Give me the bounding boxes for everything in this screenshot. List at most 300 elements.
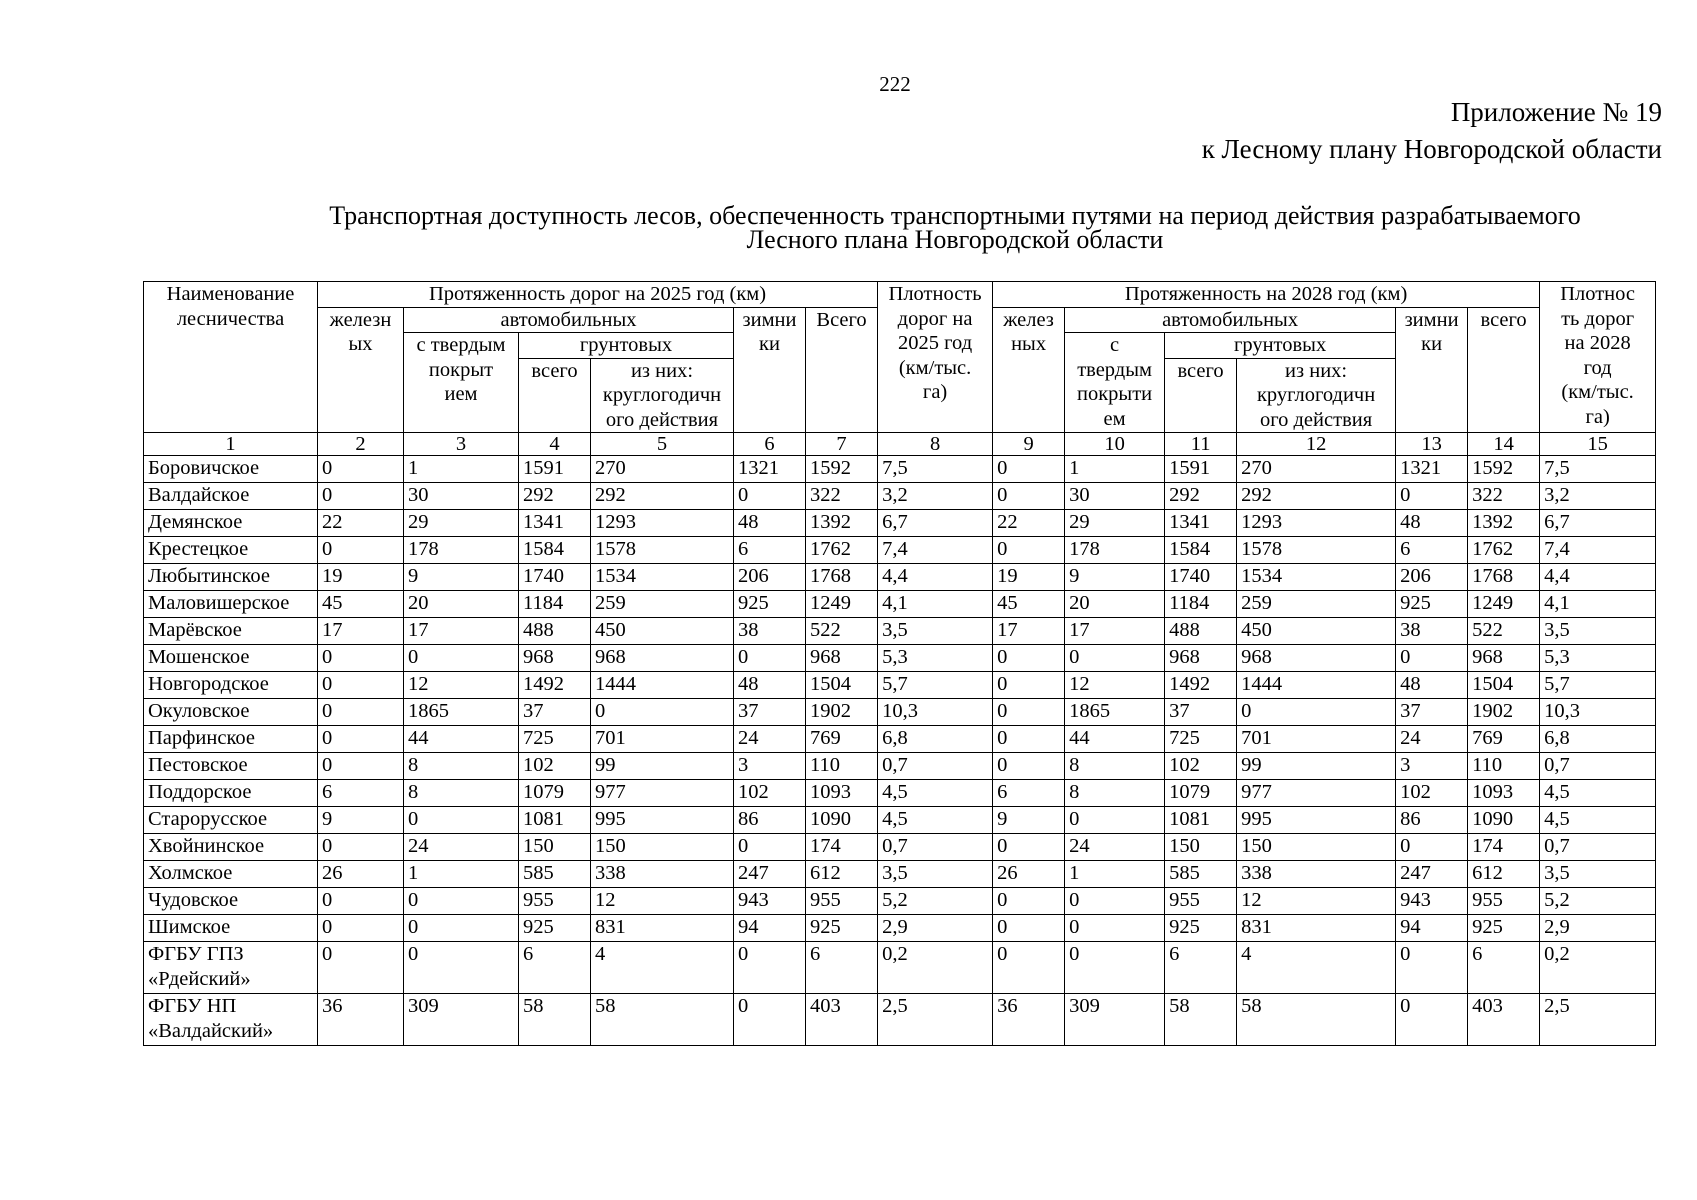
table-cell: 178	[404, 537, 519, 564]
table-cell: 968	[1237, 645, 1396, 672]
table-cell: 10,3	[1540, 699, 1656, 726]
table-cell: 26	[318, 861, 404, 888]
forestry-name-cell: Мошенское	[144, 645, 318, 672]
table-cell: 5,7	[878, 672, 993, 699]
table-row	[144, 994, 1656, 1046]
table-cell: 1093	[806, 780, 878, 807]
table-cell: 58	[591, 994, 734, 1046]
header-line: ки	[1421, 333, 1443, 355]
table-cell: 450	[1237, 618, 1396, 645]
table-cell: 4,4	[878, 564, 993, 591]
table-cell: 37	[734, 699, 806, 726]
forestry-name-cell: Окуловское	[144, 699, 318, 726]
forestry-name-cell: Боровичское	[144, 456, 318, 483]
table-cell: 102	[734, 780, 806, 807]
table-cell: 0	[318, 888, 404, 915]
header-line: ем	[1103, 407, 1126, 430]
header-line: (км/тыс.	[1561, 381, 1634, 403]
table-cell: 58	[519, 994, 591, 1046]
table-cell: 338	[1237, 861, 1396, 888]
table-cell: 8	[404, 753, 519, 780]
table-cell: 925	[519, 915, 591, 942]
header-line: покрыти	[1077, 383, 1153, 405]
table-row	[144, 456, 1656, 483]
table-cell: 925	[1165, 915, 1237, 942]
forestry-name-cell: Марёвское	[144, 618, 318, 645]
header-line: ных	[1011, 333, 1047, 355]
table-row	[144, 780, 1656, 807]
table-cell: 94	[734, 915, 806, 942]
table-cell: 12	[1065, 672, 1165, 699]
table-cell: 612	[1468, 861, 1540, 888]
table-cell: 585	[1165, 861, 1237, 888]
table-cell: 24	[1065, 834, 1165, 861]
table-cell: 102	[1165, 753, 1237, 780]
table-row	[144, 591, 1656, 618]
table-cell: 1504	[1468, 672, 1540, 699]
forestry-name-cell: Новгородское	[144, 672, 318, 699]
table-cell: 102	[1396, 780, 1468, 807]
table-row	[144, 861, 1656, 888]
table-cell: 48	[734, 672, 806, 699]
table-cell: 968	[519, 645, 591, 672]
table-cell: 48	[734, 510, 806, 537]
table-cell: 102	[519, 753, 591, 780]
table-cell: 0,7	[878, 834, 993, 861]
table-cell: 9	[318, 807, 404, 834]
table-row	[144, 645, 1656, 672]
table-cell: 0	[993, 672, 1065, 699]
table-cell: 955	[806, 888, 878, 915]
roads-table	[143, 281, 1656, 1046]
appendix-line-2: к Лесному плану Новгородской области	[1201, 134, 1662, 164]
table-cell: 259	[1237, 591, 1396, 618]
table-cell: 6	[734, 537, 806, 564]
column-number: 9	[993, 433, 1065, 456]
table-cell: 4	[591, 942, 734, 994]
column-number: 1	[144, 433, 318, 456]
table-cell: 968	[591, 645, 734, 672]
table-cell: 1341	[1165, 510, 1237, 537]
table-cell: 17	[1065, 618, 1165, 645]
table-cell: 7,4	[878, 537, 993, 564]
header-density-2025	[878, 282, 993, 433]
table-cell: 1592	[806, 456, 878, 483]
table-cell: 44	[1065, 726, 1165, 753]
header-line: зимни	[1404, 308, 1459, 331]
table-cell: 0	[993, 888, 1065, 915]
header-dirt-2025: грунтовых	[519, 333, 734, 359]
table-cell: 58	[1165, 994, 1237, 1046]
table-cell: 0	[734, 834, 806, 861]
table-cell: 0	[1065, 942, 1165, 994]
forestry-name-cell: Крестецкое	[144, 537, 318, 564]
table-cell: 977	[591, 780, 734, 807]
header-line: из них:	[1285, 359, 1348, 382]
table-cell: 150	[591, 834, 734, 861]
table-cell: 701	[1237, 726, 1396, 753]
header-auto-2025: автомобильных	[404, 307, 734, 333]
table-cell: 3,2	[878, 483, 993, 510]
table-cell: 0	[318, 645, 404, 672]
table-cell: 1079	[519, 780, 591, 807]
table-cell: 522	[806, 618, 878, 645]
table-cell: 24	[734, 726, 806, 753]
page-number: 222	[879, 72, 911, 96]
header-line: 2025 год	[898, 332, 973, 354]
table-cell: 925	[734, 591, 806, 618]
header-winter-2028	[1396, 307, 1468, 433]
table-cell: 8	[404, 780, 519, 807]
table-cell: 2,9	[878, 915, 993, 942]
table-cell: 19	[993, 564, 1065, 591]
table-cell: 0	[993, 726, 1065, 753]
header-hard-2028	[1065, 333, 1165, 433]
table-cell: 58	[1237, 994, 1396, 1046]
table-cell: 5,3	[878, 645, 993, 672]
table-cell: 0	[1396, 994, 1468, 1046]
forestry-name-cell: Старорусское	[144, 807, 318, 834]
table-cell: 150	[519, 834, 591, 861]
table-cell: 0	[1065, 888, 1165, 915]
table-cell: 6	[1468, 942, 1540, 994]
table-cell: 1768	[806, 564, 878, 591]
table-cell: 99	[591, 753, 734, 780]
header-line: из них:	[630, 359, 694, 382]
table-cell: 17	[404, 618, 519, 645]
table-cell: 1740	[1165, 564, 1237, 591]
column-number: 5	[591, 433, 734, 456]
table-cell: 48	[1396, 672, 1468, 699]
table-cell: 174	[1468, 834, 1540, 861]
table-cell: 0	[993, 456, 1065, 483]
header-line: твердым	[1077, 358, 1152, 381]
table-cell: 1184	[1165, 591, 1237, 618]
column-number-row	[144, 433, 1656, 456]
table-cell: 1	[1065, 861, 1165, 888]
table-cell: 8	[1065, 753, 1165, 780]
header-line: Плотность	[888, 283, 982, 305]
header-line: зимни	[742, 308, 797, 331]
forestry-name-cell: Парфинское	[144, 726, 318, 753]
table-cell: 1079	[1165, 780, 1237, 807]
table-cell: 1592	[1468, 456, 1540, 483]
table-cell: 1584	[519, 537, 591, 564]
header-line: ием	[444, 383, 478, 405]
table-cell: 38	[734, 618, 806, 645]
table-cell: 26	[993, 861, 1065, 888]
table-cell: 24	[404, 834, 519, 861]
table-cell: 831	[1237, 915, 1396, 942]
table-cell: 6,7	[1540, 510, 1656, 537]
table-row	[144, 834, 1656, 861]
header-dirt-year-round-2025	[591, 358, 734, 433]
table-cell: 0	[993, 699, 1065, 726]
header-name-line: Наименование	[166, 283, 295, 305]
table-row	[144, 753, 1656, 780]
table-cell: 1865	[1065, 699, 1165, 726]
table-cell: 955	[1468, 888, 1540, 915]
table-cell: 925	[1396, 591, 1468, 618]
table-cell: 1321	[1396, 456, 1468, 483]
table-cell: 977	[1237, 780, 1396, 807]
column-number: 4	[519, 433, 591, 456]
header-line: ого действия	[1259, 408, 1373, 431]
table-cell: 1740	[519, 564, 591, 591]
column-number: 8	[878, 433, 993, 456]
header-line: (км/тыс.	[898, 356, 972, 379]
table-cell: 0	[404, 807, 519, 834]
header-total-2028: всего	[1468, 307, 1540, 433]
header-line: ых	[348, 333, 373, 355]
table-cell: 7,5	[1540, 456, 1656, 483]
table-cell: 2,5	[1540, 994, 1656, 1046]
table-cell: 30	[404, 483, 519, 510]
table-cell: 150	[1237, 834, 1396, 861]
table-cell: 995	[1237, 807, 1396, 834]
table-cell: 0,2	[878, 942, 993, 994]
table-cell: 270	[1237, 456, 1396, 483]
header-name-line: лесничества	[176, 307, 285, 330]
table-cell: 6	[519, 942, 591, 994]
table-cell: 0	[404, 645, 519, 672]
table-cell: 1534	[591, 564, 734, 591]
header-density-2028	[1540, 282, 1656, 433]
header-line: ки	[759, 333, 780, 355]
table-cell: 0	[1396, 483, 1468, 510]
table-cell: 0,7	[1540, 753, 1656, 780]
forestry-name-cell: Демянское	[144, 510, 318, 537]
table-cell: 0	[404, 942, 519, 994]
table-cell: 178	[1065, 537, 1165, 564]
forestry-name-cell: ФГБУ ГПЗ «Рдейский»	[144, 942, 318, 994]
table-cell: 247	[1396, 861, 1468, 888]
table-cell: 6	[993, 780, 1065, 807]
table-cell: 1249	[806, 591, 878, 618]
table-cell: 322	[806, 483, 878, 510]
table-cell: 5,2	[1540, 888, 1656, 915]
table-cell: 0	[318, 834, 404, 861]
table-cell: 0,7	[1540, 834, 1656, 861]
table-cell: 94	[1396, 915, 1468, 942]
table-cell: 1321	[734, 456, 806, 483]
table-cell: 45	[993, 591, 1065, 618]
column-number: 14	[1468, 433, 1540, 456]
table-cell: 1578	[591, 537, 734, 564]
table-cell: 0	[404, 915, 519, 942]
table-cell: 37	[1165, 699, 1237, 726]
table-cell: 3,5	[1540, 861, 1656, 888]
table-cell: 0	[993, 753, 1065, 780]
table-cell: 0,2	[1540, 942, 1656, 994]
table-cell: 10,3	[878, 699, 993, 726]
table-cell: 0	[1065, 915, 1165, 942]
table-cell: 48	[1396, 510, 1468, 537]
column-number: 12	[1237, 433, 1396, 456]
table-cell: 29	[404, 510, 519, 537]
column-number: 10	[1065, 433, 1165, 456]
header-line: год	[1583, 356, 1612, 379]
table-cell: 20	[404, 591, 519, 618]
table-cell: 0	[318, 726, 404, 753]
table-cell: 0	[993, 645, 1065, 672]
table-cell: 6	[806, 942, 878, 994]
table-cell: 0	[734, 942, 806, 994]
table-cell: 0	[993, 915, 1065, 942]
table-cell: 0	[318, 942, 404, 994]
table-cell: 3	[1396, 753, 1468, 780]
table-cell: 1	[404, 456, 519, 483]
table-cell: 3,5	[1540, 618, 1656, 645]
table-cell: 0	[1065, 807, 1165, 834]
header-dirt-total-2028: всего	[1165, 358, 1237, 433]
table-cell: 1	[404, 861, 519, 888]
table-cell: 0	[318, 483, 404, 510]
table-cell: 6	[318, 780, 404, 807]
column-number: 15	[1540, 433, 1656, 456]
table-cell: 1	[1065, 456, 1165, 483]
header-hard-2025	[404, 333, 519, 433]
table-cell: 0	[404, 888, 519, 915]
table-cell: 968	[1165, 645, 1237, 672]
table-cell: 1249	[1468, 591, 1540, 618]
table-cell: 9	[1065, 564, 1165, 591]
table-cell: 24	[1396, 726, 1468, 753]
table-cell: 0	[734, 645, 806, 672]
table-cell: 99	[1237, 753, 1396, 780]
header-auto-2028: автомобильных	[1065, 307, 1396, 333]
table-cell: 725	[1165, 726, 1237, 753]
table-cell: 0	[318, 915, 404, 942]
table-cell: 322	[1468, 483, 1540, 510]
table-cell: 1762	[1468, 537, 1540, 564]
header-group-2028: Протяженность на 2028 год (км)	[993, 282, 1540, 308]
table-cell: 2,9	[1540, 915, 1656, 942]
table-cell: 1492	[519, 672, 591, 699]
header-line: с	[1110, 334, 1120, 356]
table-cell: 1492	[1165, 672, 1237, 699]
forestry-name-cell: Маловишерское	[144, 591, 318, 618]
table-cell: 45	[318, 591, 404, 618]
table-cell: 1392	[1468, 510, 1540, 537]
table-cell: 1392	[806, 510, 878, 537]
table-cell: 1584	[1165, 537, 1237, 564]
header-line: с твердым	[416, 334, 506, 356]
title-line-2: Лесного плана Новгородской области	[746, 225, 1164, 254]
table-cell: 5,3	[1540, 645, 1656, 672]
table-cell: 6,7	[878, 510, 993, 537]
table-cell: 1293	[1237, 510, 1396, 537]
table-row	[144, 510, 1656, 537]
forestry-name-cell: Любытинское	[144, 564, 318, 591]
table-cell: 3	[734, 753, 806, 780]
table-cell: 4,1	[1540, 591, 1656, 618]
table-cell: 968	[1468, 645, 1540, 672]
table-cell: 5,7	[1540, 672, 1656, 699]
table-row	[144, 942, 1656, 994]
header-total-2025: Всего	[806, 307, 878, 433]
table-cell: 1768	[1468, 564, 1540, 591]
table-cell: 37	[1396, 699, 1468, 726]
table-cell: 0	[1065, 645, 1165, 672]
table-cell: 3,5	[878, 618, 993, 645]
header-line: круглогодичн	[1256, 384, 1376, 406]
table-cell: 259	[591, 591, 734, 618]
appendix-line-1: Приложение № 19	[1450, 97, 1662, 127]
table-cell: 292	[519, 483, 591, 510]
table-cell: 1591	[519, 456, 591, 483]
table-cell: 9	[993, 807, 1065, 834]
table-cell: 0	[993, 834, 1065, 861]
forestry-name-cell: Пестовское	[144, 753, 318, 780]
table-cell: 769	[806, 726, 878, 753]
table-cell: 4,5	[1540, 780, 1656, 807]
table-cell: 19	[318, 564, 404, 591]
table-cell: 725	[519, 726, 591, 753]
table-cell: 17	[318, 618, 404, 645]
table-cell: 22	[318, 510, 404, 537]
table-cell: 6,8	[1540, 726, 1656, 753]
table-cell: 1578	[1237, 537, 1396, 564]
table-cell: 247	[734, 861, 806, 888]
table-cell: 4,1	[878, 591, 993, 618]
table-cell: 4	[1237, 942, 1396, 994]
table-row	[144, 888, 1656, 915]
title-line-1: Транспортная доступность лесов, обеспеченность транспортными путями на период действия разрабатываемого	[329, 201, 1581, 230]
table-cell: 1534	[1237, 564, 1396, 591]
header-line: круглогодичн	[602, 384, 722, 406]
table-cell: 0	[318, 456, 404, 483]
table-cell: 0	[993, 942, 1065, 994]
header-rail-2028	[993, 307, 1065, 433]
table-cell: 12	[591, 888, 734, 915]
column-number: 2	[318, 433, 404, 456]
header-line: ть дорог	[1561, 307, 1635, 330]
table-cell: 943	[734, 888, 806, 915]
header-dirt-total-2025: всего	[519, 358, 591, 433]
table-cell: 7,4	[1540, 537, 1656, 564]
header-dirt-year-round-2028	[1237, 358, 1396, 433]
table-cell: 7,5	[878, 456, 993, 483]
table-header	[144, 282, 1656, 456]
table-cell: 925	[806, 915, 878, 942]
header-line: на 2028	[1564, 332, 1631, 354]
table-cell: 12	[1237, 888, 1396, 915]
table-cell: 174	[806, 834, 878, 861]
table-cell: 86	[1396, 807, 1468, 834]
column-number: 11	[1165, 433, 1237, 456]
table-cell: 86	[734, 807, 806, 834]
header-line: га)	[1585, 405, 1610, 428]
table-cell: 150	[1165, 834, 1237, 861]
table-cell: 338	[591, 861, 734, 888]
table-cell: 4,5	[878, 780, 993, 807]
table-cell: 44	[404, 726, 519, 753]
table-cell: 0	[1237, 699, 1396, 726]
table-row	[144, 564, 1656, 591]
table-cell: 30	[1065, 483, 1165, 510]
table-cell: 309	[404, 994, 519, 1046]
table-cell: 110	[1468, 753, 1540, 780]
table-cell: 955	[1165, 888, 1237, 915]
column-number: 7	[806, 433, 878, 456]
appendix-heading	[1202, 94, 1662, 168]
table-row	[144, 699, 1656, 726]
table-cell: 3,2	[1540, 483, 1656, 510]
table-cell: 1865	[404, 699, 519, 726]
table-cell: 110	[806, 753, 878, 780]
table-cell: 5,2	[878, 888, 993, 915]
